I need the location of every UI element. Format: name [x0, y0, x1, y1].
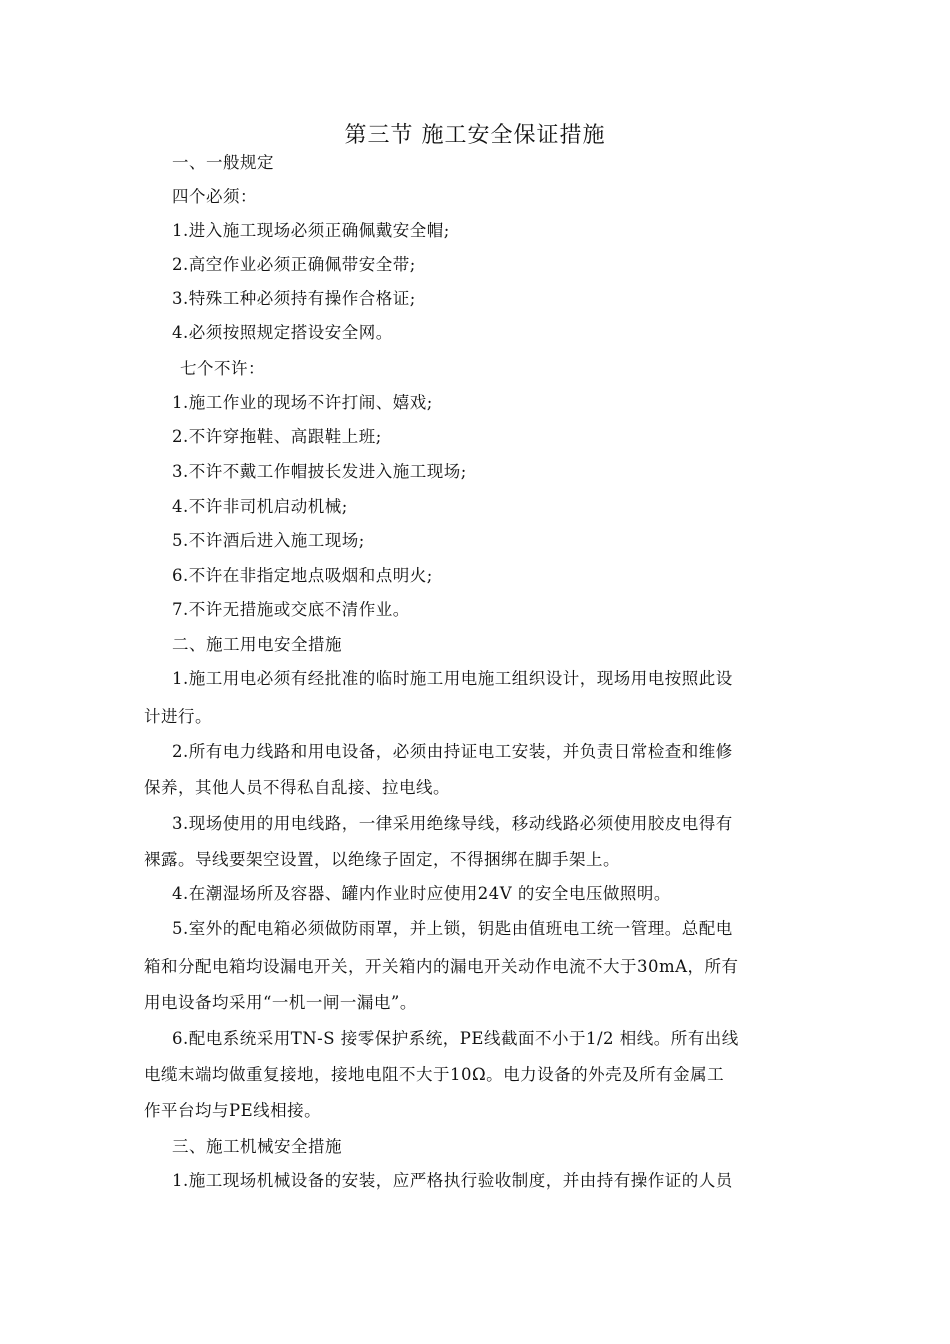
list-item: 1.进入施工现场必须正确佩戴安全帽;: [172, 221, 450, 240]
list-item: 6.不许在非指定地点吸烟和点明火;: [172, 566, 433, 585]
paragraph-line: 6.配电系统采用TN-S 接零保护系统，PE线截面不小于1/2 相线。所有出线: [172, 1029, 739, 1048]
paragraph-line: 1.施工现场机械设备的安装，应严格执行验收制度，并由持有操作证的人员: [172, 1171, 733, 1190]
paragraph-line: 计进行。: [144, 707, 212, 726]
paragraph-line: 3.现场使用的用电线路，一律采用绝缘导线，移动线路必须使用胶皮电得有: [172, 814, 733, 833]
paragraph-line: 2.所有电力线路和用电设备，必须由持证电工安装，并负责日常检查和维修: [172, 742, 733, 761]
paragraph-line: 电缆末端均做重复接地，接地电阻不大于10Ω。电力设备的外壳及所有金属工: [144, 1065, 725, 1084]
section-heading-general: 一、一般规定: [172, 153, 274, 172]
section-heading-machinery: 三、施工机械安全措施: [172, 1137, 342, 1156]
paragraph-line: 5.室外的配电箱必须做防雨罩，并上锁，钥匙由值班电工统一管理。总配电: [172, 919, 733, 938]
list-item: 5.不许酒后进入施工现场;: [172, 531, 365, 550]
paragraph-line: 保养，其他人员不得私自乱接、拉电线。: [144, 778, 450, 797]
four-musts-label: 四个必须：: [172, 187, 257, 206]
section-heading-electric: 二、施工用电安全措施: [172, 635, 342, 654]
paragraph-line: 1.施工用电必须有经批准的临时施工用电施工组织设计，现场用电按照此设: [172, 669, 733, 688]
seven-nots-label: 七个不许：: [180, 359, 265, 378]
list-item: 1.施工作业的现场不许打闹、嬉戏;: [172, 393, 433, 412]
list-item: 4.必须按照规定搭设安全网。: [172, 323, 393, 342]
list-item: 3.特殊工种必须持有操作合格证;: [172, 289, 416, 308]
list-item: 7.不许无措施或交底不清作业。: [172, 600, 410, 619]
paragraph-line: 裸露。导线要架空设置，以绝缘子固定，不得捆绑在脚手架上。: [144, 850, 620, 869]
paragraph-line: 作平台均与PE线相接。: [144, 1101, 322, 1120]
list-item: 4.不许非司机启动机械;: [172, 497, 348, 516]
paragraph-line: 用电设备均采用“一机一闸一漏电”。: [144, 993, 417, 1012]
list-item: 2.高空作业必须正确佩带安全带;: [172, 255, 416, 274]
page-title: 第三节 施工安全保证措施: [344, 123, 606, 148]
paragraph-line: 4.在潮湿场所及容器、罐内作业时应使用24V 的安全电压做照明。: [172, 884, 671, 903]
list-item: 3.不许不戴工作帽披长发进入施工现场;: [172, 462, 467, 481]
paragraph-line: 箱和分配电箱均设漏电开关，开关箱内的漏电开关动作电流不大于30mA，所有: [144, 957, 739, 976]
list-item: 2.不许穿拖鞋、高跟鞋上班;: [172, 427, 382, 446]
